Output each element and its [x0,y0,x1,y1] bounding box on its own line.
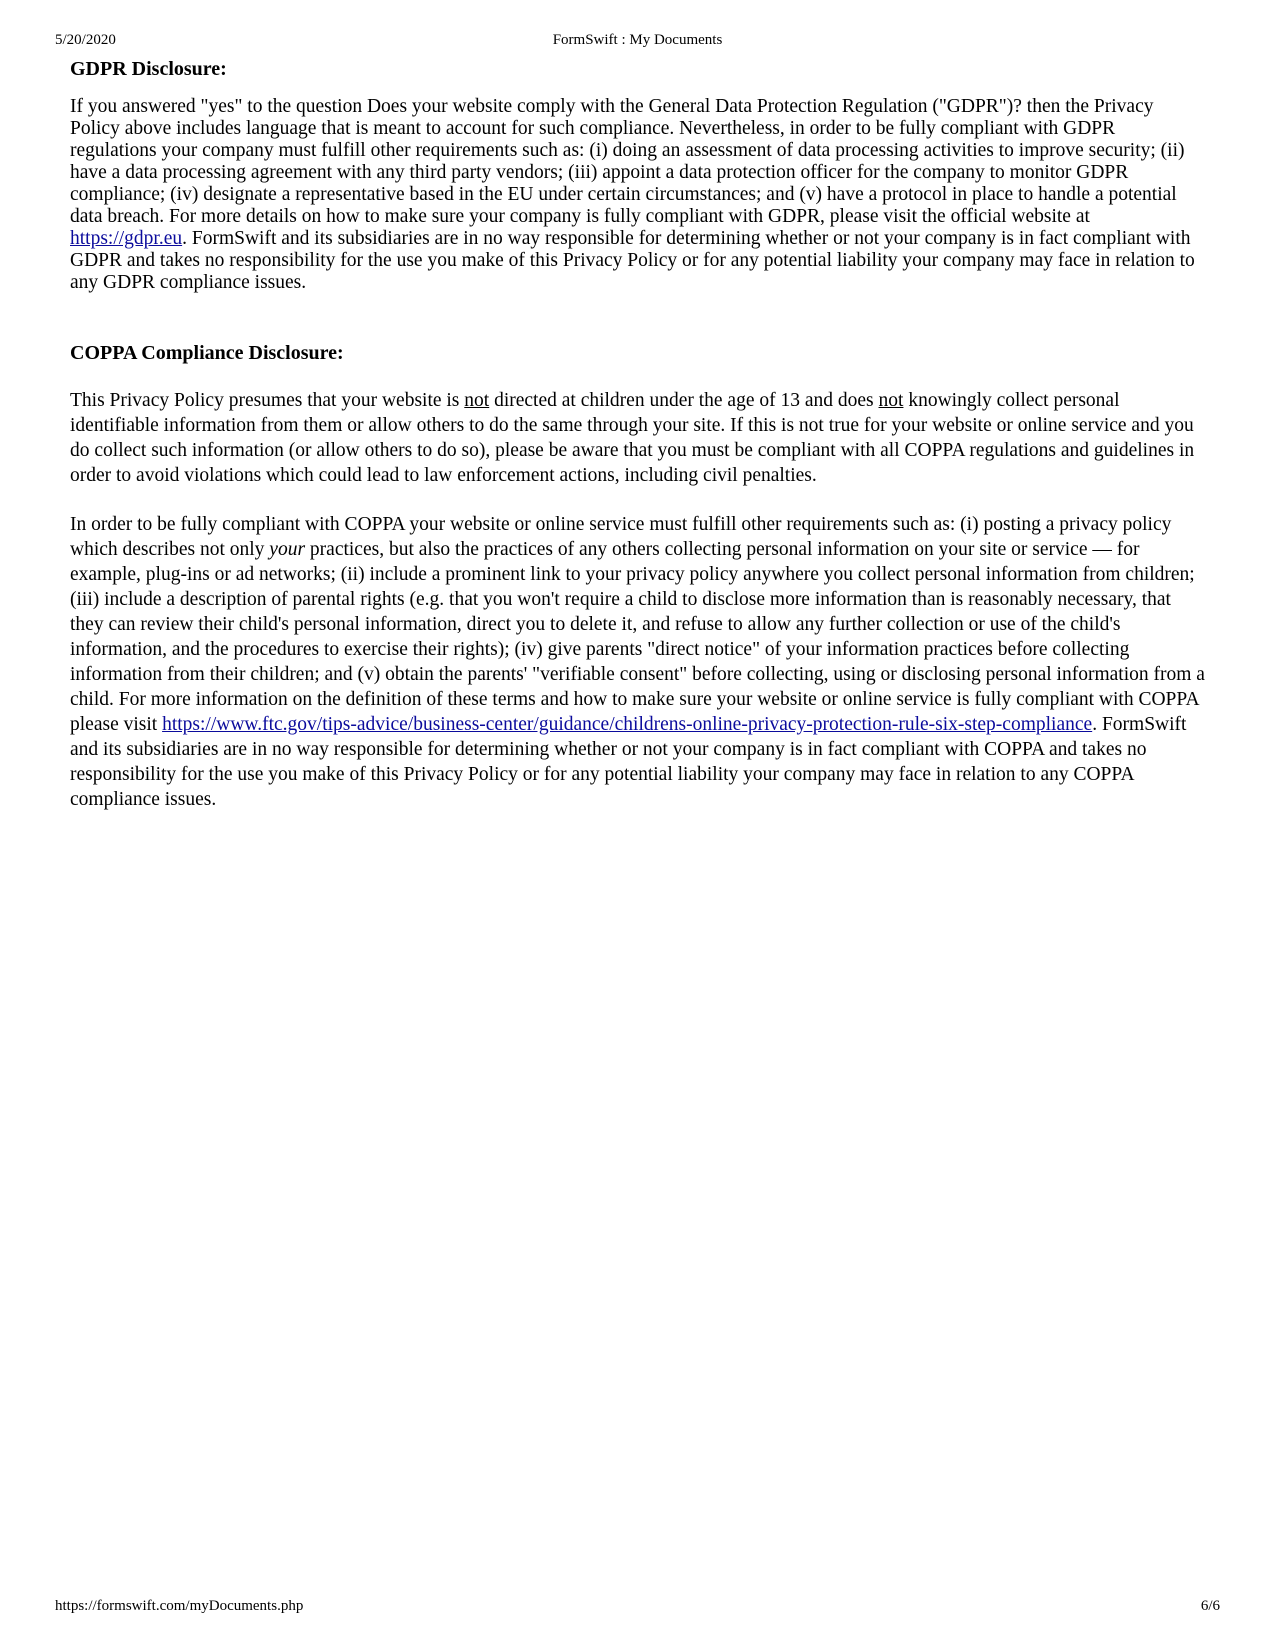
coppa-heading: COPPA Compliance Disclosure: [70,342,344,364]
coppa-p2-text-a: In order to be fully compliant with COPPA your website or online service must fulfill other requirements such as: (i) posting a privacy policy which describes not only [70,514,1172,560]
coppa-not-2: not [878,390,904,411]
coppa-p1-text-c: knowingly collect personal identifiable information from them or allow others to do the same through your site. If this is not true for your website or online service and you do collect such information (or allow others to do so), please be aware that you must be compliant with all COPPA regulations and guidelines in order to avoid violations which could lead to law enforcement actions, including civil penalties. [70,390,1195,486]
coppa-paragraph-1 [70,388,1205,488]
gdpr-heading: GDPR Disclosure: [70,58,227,80]
page-number: 6/6 [1200,1598,1220,1614]
coppa-not-1: not [464,390,490,411]
ftc-link[interactable]: https://www.ftc.gov/tips-advice/business-center/guidance/childrens-online-privacy-protection-rule-six-step-compliance [162,714,1093,735]
gdpr-link[interactable]: https://gdpr.eu [70,228,183,249]
gdpr-text-b: . FormSwift and its subsidiaries are in no way responsible for determining whether or not your company is in fact compliant with GDPR and takes no responsibility for the use you make of this Privacy Policy or for any potential liability your company may face in relation to any GDPR compliance issues. [70,228,1195,293]
gdpr-text-a: If you answered "yes" to the question Does your website comply with the General Data Protection Regulation ("GDPR")? then the Privacy Policy above includes language that is meant to account for such compliance. Nevertheless, in order to be fully compliant with GDPR regulations your company must fulfill other requirements such as: (i) doing an assessment of data processing activities to improve security; (ii) have a data processing agreement with any third party vendors; (iii) appoint a data protection officer for the company to monitor GDPR compliance; (iv) designate a representative based in the EU under certain circumstances; and (v) have a protocol in place to handle a potential data breach. For more details on how to make sure your company is fully compliant with GDPR, please visit the official website at [70,96,1185,227]
gdpr-paragraph [70,96,1205,294]
coppa-p2-text-b: practices, but also the practices of any others collecting personal information on your site or service — for example, plug-ins or ad networks; (ii) include a prominent link to your privacy policy anywhere you collect personal information from children; (iii) include a description of parental rights (e.g. that you won't require a child to disclose more information than is reasonably necessary, that they can review their child's personal information, direct you to delete it, and refuse to allow any further collection or use of the child's information, and the procedures to exercise their rights); (iv) give parents "direct notice" of your information practices before collecting information from their children; and (v) obtain the parents' "verifiable consent" before collecting, using or disclosing personal information from a child. For more information on the definition of these terms and how to make sure your website or online service is fully compliant with COPPA please visit [70,539,1205,735]
coppa-p1-text-a: This Privacy Policy presumes that your website is [70,390,465,411]
coppa-p2-text-c: . FormSwift and its subsidiaries are in no way responsible for determining whether or not your company is in fact compliant with COPPA and takes no responsibility for the use you make of this Privacy Policy or for any potential liability your company may face in relation to any COPPA compliance issues. [70,714,1187,810]
page-url: https://formswift.com/myDocuments.php [55,1598,304,1614]
print-footer [55,1598,1220,1618]
document-title: FormSwift : My Documents [552,32,723,48]
print-date: 5/20/2020 [55,32,116,48]
coppa-p1-text-b: directed at children under the age of 13 and does [489,390,879,411]
print-header [55,32,1220,52]
document-body [70,56,1205,812]
coppa-paragraph-2 [70,512,1205,812]
coppa-your-emphasis: your [269,539,306,560]
